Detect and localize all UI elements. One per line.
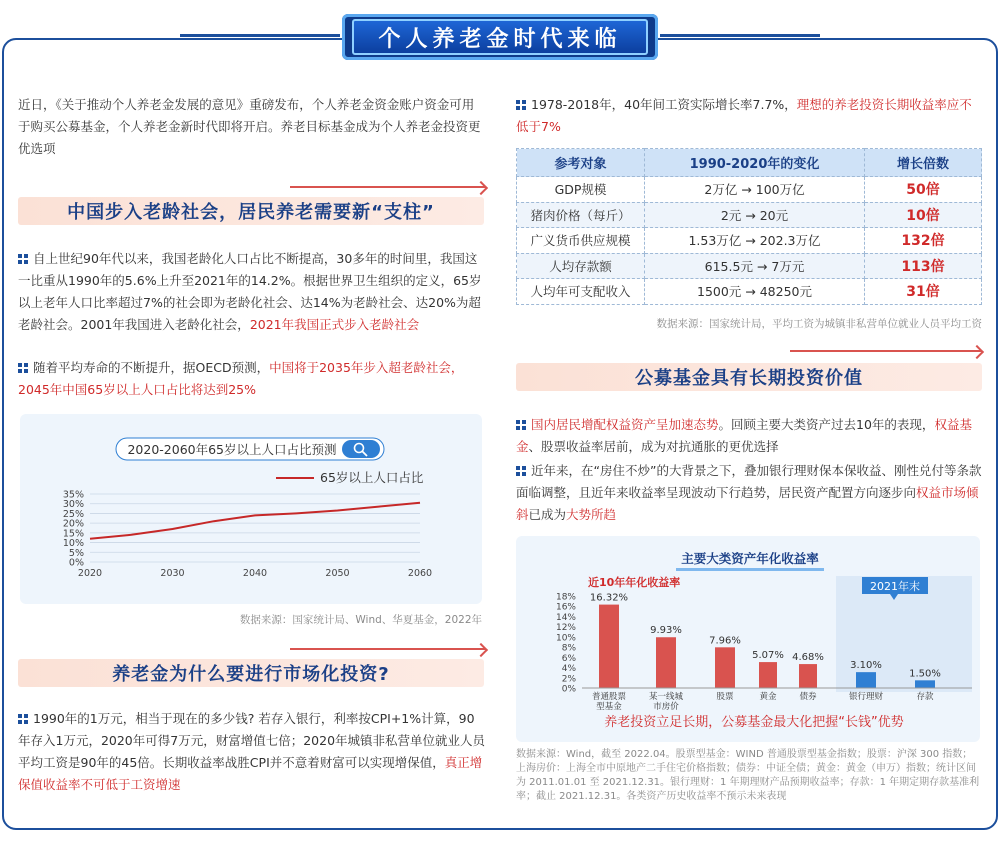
chart1-y-tick: 20% bbox=[62, 518, 84, 530]
chart1-legend-label: 65岁以上人口占比 bbox=[320, 470, 424, 485]
chart2-bar bbox=[856, 672, 876, 688]
chart2-y-tick: 6% bbox=[561, 653, 576, 664]
chart1-y-tick: 0% bbox=[68, 557, 84, 569]
bullet-icon bbox=[516, 100, 526, 110]
table-cell-change: 2万亿 → 100万亿 bbox=[645, 177, 865, 203]
chart2-value-label: 4.68% bbox=[792, 652, 824, 664]
chart2-caption: 养老投资立足长期，公募基金最大化把握“长钱”优势 bbox=[604, 715, 904, 730]
chart2-y-tick: 14% bbox=[555, 612, 576, 623]
bullet-icon bbox=[18, 714, 28, 724]
section2-paragraph-1: 1990年的1万元，相当于现在的多少钱? 若存入银行，利率按CPI+1%计算，90年存入1万元，2020年可得7万元，财富增值七倍；2020年城镇非私营单位就业人员平均工资是90年的45倍。长期收益率战胜CPI并不意着财富可以实现增保值，真正增保值收益率不可低于工资增速 bbox=[18, 711, 486, 792]
chart2-category-label: 市房价 bbox=[653, 702, 679, 712]
chart1-source: 数据来源：国家统计局、Wind、华夏基金，2022年 bbox=[239, 614, 482, 626]
table-header-row bbox=[517, 149, 982, 177]
chart2-category-label: 型基金 bbox=[596, 702, 622, 712]
table-cell-change: 1500元 → 48250元 bbox=[645, 279, 865, 305]
table-cell-change: 1.53万亿 → 202.3万亿 bbox=[645, 228, 865, 254]
chart1-y-tick: 35% bbox=[62, 489, 84, 501]
section1-decor-line bbox=[290, 186, 486, 188]
table-row bbox=[517, 279, 982, 305]
chart2-y-tick: 18% bbox=[555, 592, 576, 603]
banner-line-right bbox=[660, 34, 820, 37]
chart2-category-label: 普通股票 bbox=[591, 692, 627, 702]
chart1-x-tick: 2020 bbox=[77, 568, 103, 579]
chart2-y-tick: 0% bbox=[561, 684, 576, 695]
table-row bbox=[517, 253, 982, 279]
section1-paragraph-2: 随着平均寿命的不断提升，据OECD预测，中国将于2035年步入超老龄社会，2045年中国65岁以上人口占比将达到25% bbox=[18, 360, 464, 397]
asset-return-chart bbox=[516, 536, 980, 742]
table-cell-multiple: 10倍 bbox=[865, 202, 982, 228]
chart1-y-tick: 15% bbox=[62, 528, 84, 540]
section2-title: 养老金为什么要进行市场化投资? bbox=[18, 659, 484, 687]
bullet-icon bbox=[18, 254, 28, 264]
banner-line-left bbox=[180, 34, 340, 37]
chart2-value-label: 16.32% bbox=[589, 592, 629, 604]
bullet-icon bbox=[18, 363, 28, 373]
search-icon bbox=[342, 440, 380, 458]
chart1-y-tick: 25% bbox=[62, 508, 84, 520]
chart2-group-label-10yr: 近10年年化收益率 bbox=[588, 576, 681, 589]
table-row bbox=[517, 177, 982, 203]
chart1-x-tick: 2060 bbox=[407, 568, 433, 579]
chart2-bar bbox=[759, 662, 777, 688]
table-source: 数据来源：国家统计局，平均工资为城镇非私营单位就业人员平均工资 bbox=[656, 318, 982, 330]
chart1-y-tick: 30% bbox=[62, 499, 84, 511]
chart2-value-label: 7.96% bbox=[709, 635, 741, 647]
section3-title: 公募基金具有长期投资价值 bbox=[516, 363, 982, 391]
chart2-category-label: 某一线城 bbox=[648, 692, 684, 702]
chart2-y-tick: 4% bbox=[561, 664, 576, 675]
table-cell-multiple: 132倍 bbox=[865, 228, 982, 254]
table-cell-multiple: 113倍 bbox=[865, 253, 982, 279]
bullet-icon bbox=[516, 466, 526, 476]
chart2-bar bbox=[799, 664, 817, 688]
section3-decor-line bbox=[790, 350, 982, 352]
chart2-y-tick: 16% bbox=[555, 602, 576, 613]
chart1-y-tick: 10% bbox=[62, 538, 84, 550]
section3-paragraph-2: 近年来，在“房住不炒”的大背景之下，叠加银行理财保本保收益、刚性兑付等条款面临调整，且近年来收益率呈现波动下行趋势，居民资产配置方向逐步向权益市场倾斜已成为大势所趋 bbox=[516, 463, 982, 522]
chart1-series-line bbox=[90, 503, 420, 539]
chart2-title: 主要大类资产年化收益率 bbox=[681, 551, 819, 566]
chart1-x-tick: 2040 bbox=[242, 568, 268, 579]
chart2-category-label: 银行理财 bbox=[848, 692, 884, 702]
table-cell-object: 广义货币供应规模 bbox=[517, 228, 645, 254]
section1-paragraph-1: 自上世纪90年代以来，我国老龄化人口占比不断提高，30多年的时间里，我国这一比重从1990年的5.6%上升至2021年的14.2%。根据世界卫生组织的定义，65岁以上老年人口比率超过7%的社会即为老龄化社会、达14%为老龄社会、达20%为超老龄社会。2001年我国进入老龄化社会，2021年我国正式步入老龄社会 bbox=[18, 251, 482, 332]
chart2-bar bbox=[599, 605, 619, 688]
population-chart bbox=[20, 414, 482, 604]
chart2-category-label: 黄金 bbox=[759, 692, 777, 702]
chart1-x-tick: 2050 bbox=[325, 568, 350, 579]
table-cell-multiple: 50倍 bbox=[865, 177, 982, 203]
chart2-value-label: 1.50% bbox=[909, 668, 941, 680]
chart1-container bbox=[20, 414, 482, 604]
chart2-y-tick: 10% bbox=[555, 633, 576, 644]
table-cell-change: 615.5元 → 7万元 bbox=[645, 253, 865, 279]
section2-decor-line bbox=[290, 648, 486, 650]
table-row bbox=[517, 228, 982, 254]
table-cell-object: 人均存款额 bbox=[517, 253, 645, 279]
table-cell-multiple: 31倍 bbox=[865, 279, 982, 305]
chart2-title-underline bbox=[676, 568, 824, 571]
chart2-value-label: 3.10% bbox=[850, 660, 882, 672]
table-cell-change: 2元 → 20元 bbox=[645, 202, 865, 228]
chart2-y-tick: 12% bbox=[555, 623, 576, 634]
chart2-y-tick: 2% bbox=[561, 674, 576, 685]
chart2-y-tick: 8% bbox=[561, 643, 576, 654]
table-cell-object: 人均年可支配收入 bbox=[517, 279, 645, 305]
chart1-title: 2020-2060年65岁以上人口占比预测 bbox=[127, 442, 337, 457]
chart1-x-tick: 2030 bbox=[160, 568, 185, 579]
section3-paragraph-1: 国内居民增配权益资产呈加速态势。回顾主要大类资产过去10年的表现，权益基金、股票收益率居前，成为对抗通胀的更优选择 bbox=[516, 417, 972, 454]
chart2-category-label: 股票 bbox=[716, 692, 734, 702]
banner-title: 个人养老金时代来临 bbox=[352, 19, 648, 55]
title-banner bbox=[342, 14, 658, 60]
table-row bbox=[517, 202, 982, 228]
table-header-cell: 1990-2020年的变化 bbox=[645, 149, 865, 177]
comparison-table bbox=[516, 148, 982, 305]
chart2-group-label-2021: 2021年末 bbox=[870, 580, 920, 593]
chart2-bar bbox=[915, 680, 935, 688]
chart2-value-label: 5.07% bbox=[752, 650, 784, 662]
chart2-bar bbox=[656, 637, 676, 688]
intro-paragraph: 近日，《关于推动个人养老金发展的意见》重磅发布，个人养老金资金账户资金可用于购买公募基金，个人养老金新时代即将开启。养老目标基金成为个人养老金投资更优选项 bbox=[18, 97, 481, 156]
chart2-category-label: 债券 bbox=[799, 692, 817, 702]
chart2-bar bbox=[715, 647, 735, 688]
table-cell-object: GDP规模 bbox=[517, 177, 645, 203]
chart2-category-label: 存款 bbox=[916, 692, 934, 702]
bullet-icon bbox=[516, 420, 526, 430]
chart1-y-tick: 5% bbox=[68, 547, 84, 559]
chart2-value-label: 9.93% bbox=[650, 625, 682, 637]
section1-title: 中国步入老龄社会，居民养老需要新“支柱” bbox=[18, 197, 484, 225]
table-header-cell: 参考对象 bbox=[517, 149, 645, 177]
right-top-paragraph: 1978-2018年，40年间工资实际增长率7.7%，理想的养老投资长期收益率应不低于7% bbox=[516, 97, 972, 134]
table-cell-object: 猪肉价格（每斤） bbox=[517, 202, 645, 228]
chart2-container bbox=[516, 536, 980, 742]
chart2-source: 数据来源：Wind，截至 2022.04。股票型基金：WIND 普通股票型基金指数；股票：沪深 300 指数；上海房价：上海全市中原地产二手住宅价格指数；债券：中证全债；黄金：黄金（申万）指数；统计区间为 2011.01.01 至 2021.12.31。银行理财：1 年期理财产品预期收益率；存款：1 年期定期存款基准利率；截止 2021.12.31。各类资产历史收益率不预示未来表现 bbox=[516, 749, 980, 802]
table-header-cell: 增长倍数 bbox=[865, 149, 982, 177]
